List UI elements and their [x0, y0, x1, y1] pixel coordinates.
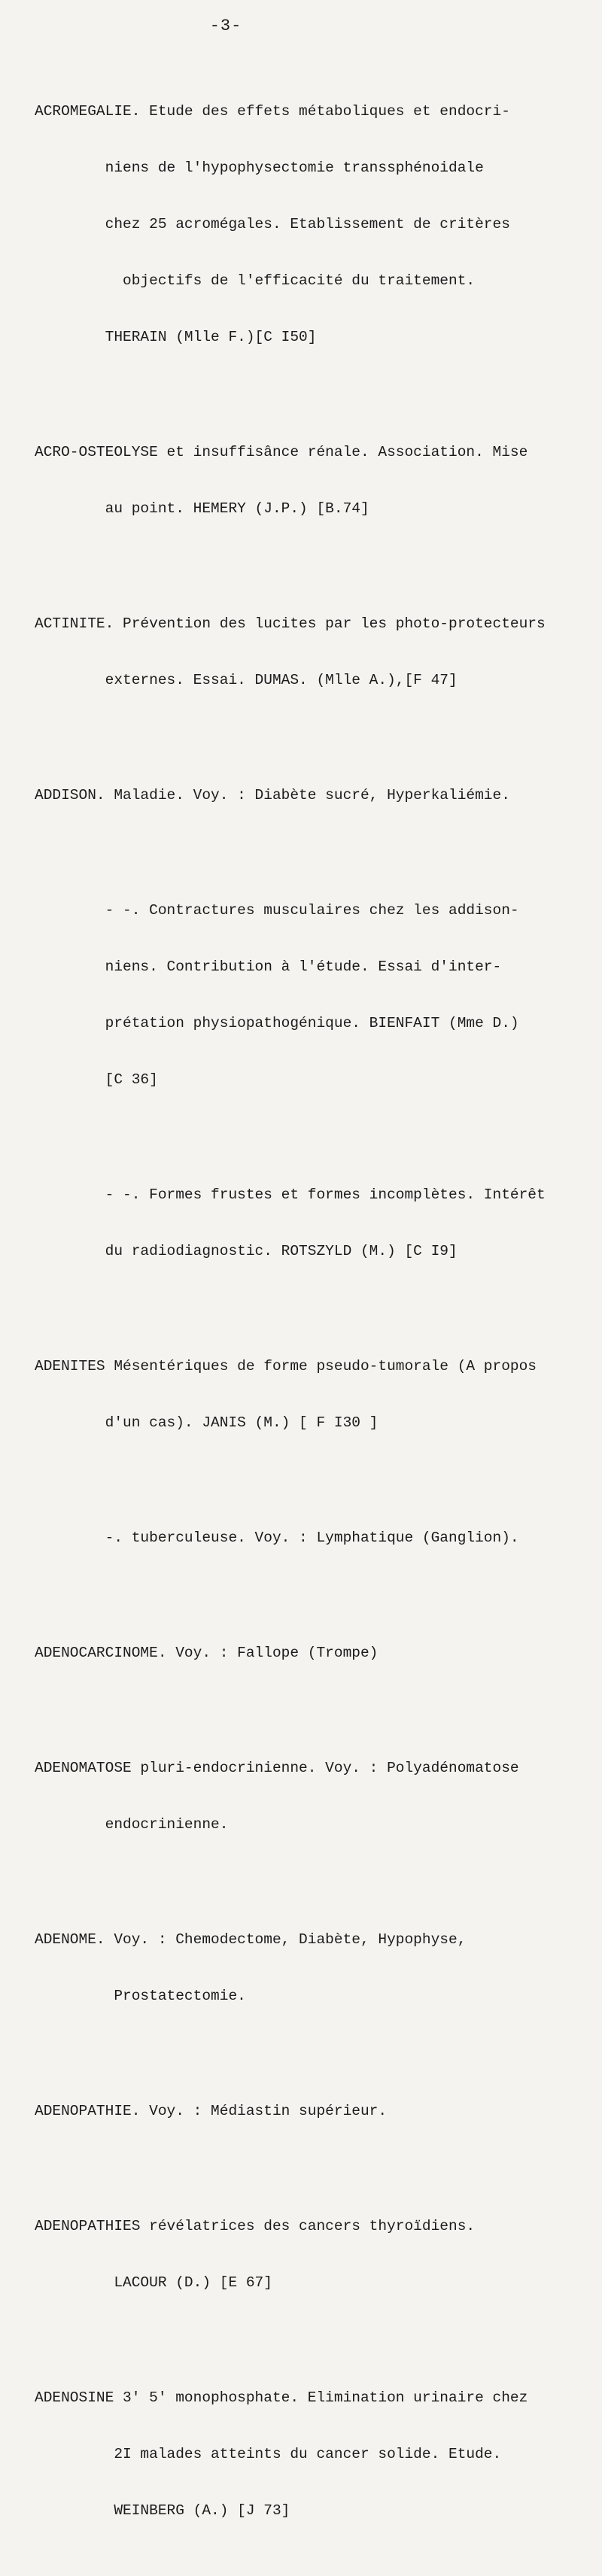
index-entries — [35, 65, 576, 2576]
entry-line: ACTINITE. Prévention des lucites par les photo-protecteurs — [35, 615, 546, 632]
index-subentry-addison-contractures — [35, 864, 576, 1127]
entry-line: - -. Contractures musculaires chez les addison- — [35, 902, 519, 919]
entry-line: ADENOPATHIE. Voy. : Médiastin supérieur. — [35, 2103, 388, 2119]
entry-line: ADENOSINE 3' 5' monophosphate. Elimination urinaire chez — [35, 2389, 528, 2406]
index-entry-actinite — [35, 577, 576, 728]
entry-line: d'un cas). JANIS (M.) [ F I30 ] — [35, 1414, 379, 1431]
entry-line: au point. HEMERY (J.P.) [B.74] — [35, 500, 369, 517]
index-entry-adenopathie — [35, 2064, 576, 2158]
entry-line: Prostatectomie. — [35, 1988, 246, 2004]
entry-line: ADENOME. Voy. : Chemodectome, Diabète, Hypophyse, — [35, 1931, 467, 1948]
entry-line: prétation physiopathogénique. BIENFAIT (Mme D.) — [35, 1015, 519, 1031]
index-subentry-addison-formes — [35, 1148, 576, 1299]
entry-line: niens. Contribution à l'étude. Essai d'inter- — [35, 958, 502, 975]
entry-line: - -. Formes frustes et formes incomplètes. Intérêt — [35, 1186, 546, 1203]
entry-line: LACOUR (D.) [E 67] — [35, 2274, 272, 2291]
index-entry-adenopathies — [35, 2180, 576, 2330]
index-entry-adenites — [35, 1320, 576, 1470]
entry-line: niens de l'hypophysectomie transsphénoidale — [35, 159, 484, 176]
entry-line: ADENOMATOSE pluri-endocrinienne. Voy. : Polyadénomatose — [35, 1760, 519, 1776]
entry-line: endocrinienne. — [35, 1816, 229, 1833]
index-entry-adenome — [35, 1893, 576, 2043]
entry-line: THERAIN (Mlle F.)[C I50] — [35, 329, 317, 345]
entry-line: ADENOPATHIES révélatrices des cancers thyroïdiens. — [35, 2218, 476, 2234]
entry-line: ACRO-OSTEOLYSE et insuffisânce rénale. Association. Mise — [35, 444, 528, 460]
entry-line: ADENITES Mésentériques de forme pseudo-tumorale (A propos — [35, 1358, 537, 1375]
entry-line: objectifs de l'efficacité du traitement. — [35, 272, 476, 289]
entry-line: ADDISON. Maladie. Voy. : Diabète sucré, Hyperkaliémie. — [35, 787, 510, 803]
entry-line: [C 36] — [35, 1071, 158, 1088]
index-entry-adenocarcinome — [35, 1606, 576, 1700]
entry-line: -. tuberculeuse. Voy. : Lymphatique (Ganglion). — [35, 1530, 519, 1546]
index-entry-addison — [35, 749, 576, 843]
entry-line: ADENOCARCINOME. Voy. : Fallope (Trompe) — [35, 1645, 379, 1661]
index-subentry-adenites-tuberculeuse — [35, 1491, 576, 1585]
entry-line: WEINBERG (A.) [J 73] — [35, 2502, 290, 2519]
index-entry-acro-osteolyse — [35, 406, 576, 556]
page-number: -3- — [209, 17, 242, 35]
index-entry-acromegalie — [35, 65, 576, 384]
entry-line: du radiodiagnostic. ROTSZYLD (M.) [C I9] — [35, 1243, 458, 1259]
entry-line: chez 25 acromégales. Etablissement de critères — [35, 216, 510, 232]
entry-line: ACROMEGALIE. Etude des effets métaboliques et endocri- — [35, 103, 510, 120]
entry-line: 2I malades atteints du cancer solide. Etude. — [35, 2446, 502, 2462]
index-entry-adenosine — [35, 2351, 576, 2558]
entry-line: externes. Essai. DUMAS. (Mlle A.),[F 47] — [35, 672, 458, 688]
index-entry-adenomatose — [35, 1721, 576, 1872]
